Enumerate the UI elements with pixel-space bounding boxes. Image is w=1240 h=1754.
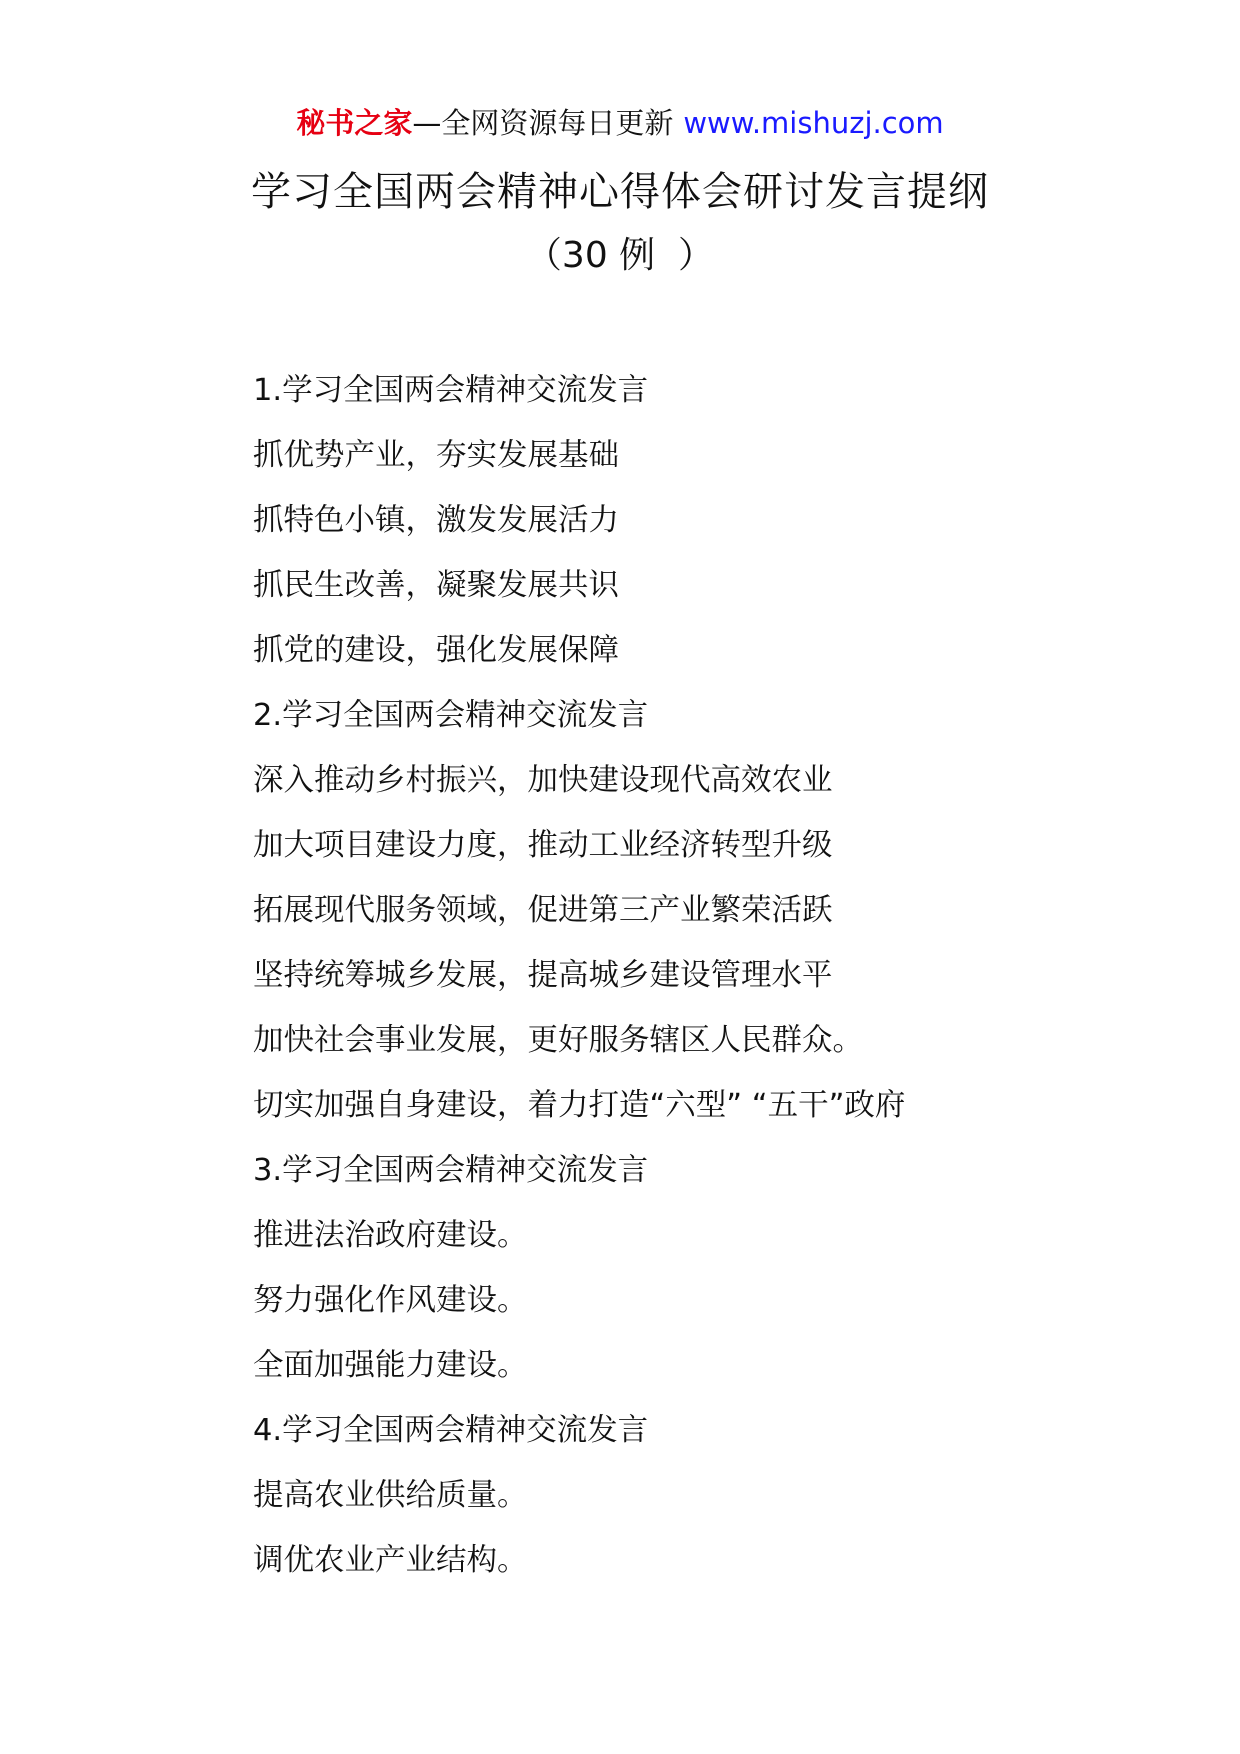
section-heading-1: 1.学习全国两会精神交流发言 xyxy=(253,373,649,408)
body-line: 拓展现代服务领域，促进第三产业繁荣活跃 xyxy=(253,893,833,928)
section-heading-2: 2.学习全国两会精神交流发言 xyxy=(253,698,649,733)
body-line: 调优农业产业结构。 xyxy=(253,1543,528,1578)
document-title: 学习全国两会精神心得体会研讨发言提纲 xyxy=(251,169,989,215)
body-line: 提高农业供给质量。 xyxy=(253,1478,528,1513)
body-line: 抓优势产业，夯实发展基础 xyxy=(253,438,619,473)
section-heading-4: 4.学习全国两会精神交流发言 xyxy=(253,1413,649,1448)
body-line: 努力强化作风建设。 xyxy=(253,1283,528,1318)
section-heading-3: 3.学习全国两会精神交流发言 xyxy=(253,1153,649,1188)
body-line: 加大项目建设力度，推动工业经济转型升级 xyxy=(253,828,833,863)
body-line: 坚持统筹城乡发展，提高城乡建设管理水平 xyxy=(253,958,833,993)
body-line: 全面加强能力建设。 xyxy=(253,1348,528,1383)
body-line: 切实加强自身建设，着力打造“六型” “五干”政府 xyxy=(253,1088,906,1123)
body-line: 加快社会事业发展，更好服务辖区人民群众。 xyxy=(253,1023,863,1058)
site-header xyxy=(0,100,1240,146)
document-body xyxy=(253,358,1153,1593)
site-url-link[interactable]: www.mishuzj.com xyxy=(683,106,944,140)
header-tagline: —全网资源每日更新 xyxy=(412,106,674,140)
document-subtitle: （30 例 ） xyxy=(525,235,715,276)
body-line: 抓特色小镇，激发发展活力 xyxy=(253,503,619,538)
body-line: 推进法治政府建设。 xyxy=(253,1218,528,1253)
body-line: 抓民生改善，凝聚发展共识 xyxy=(253,568,619,603)
body-line: 抓党的建设，强化发展保障 xyxy=(253,633,619,668)
brand-name: 秘书之家 xyxy=(296,106,413,140)
body-line: 深入推动乡村振兴，加快建设现代高效农业 xyxy=(253,763,833,798)
